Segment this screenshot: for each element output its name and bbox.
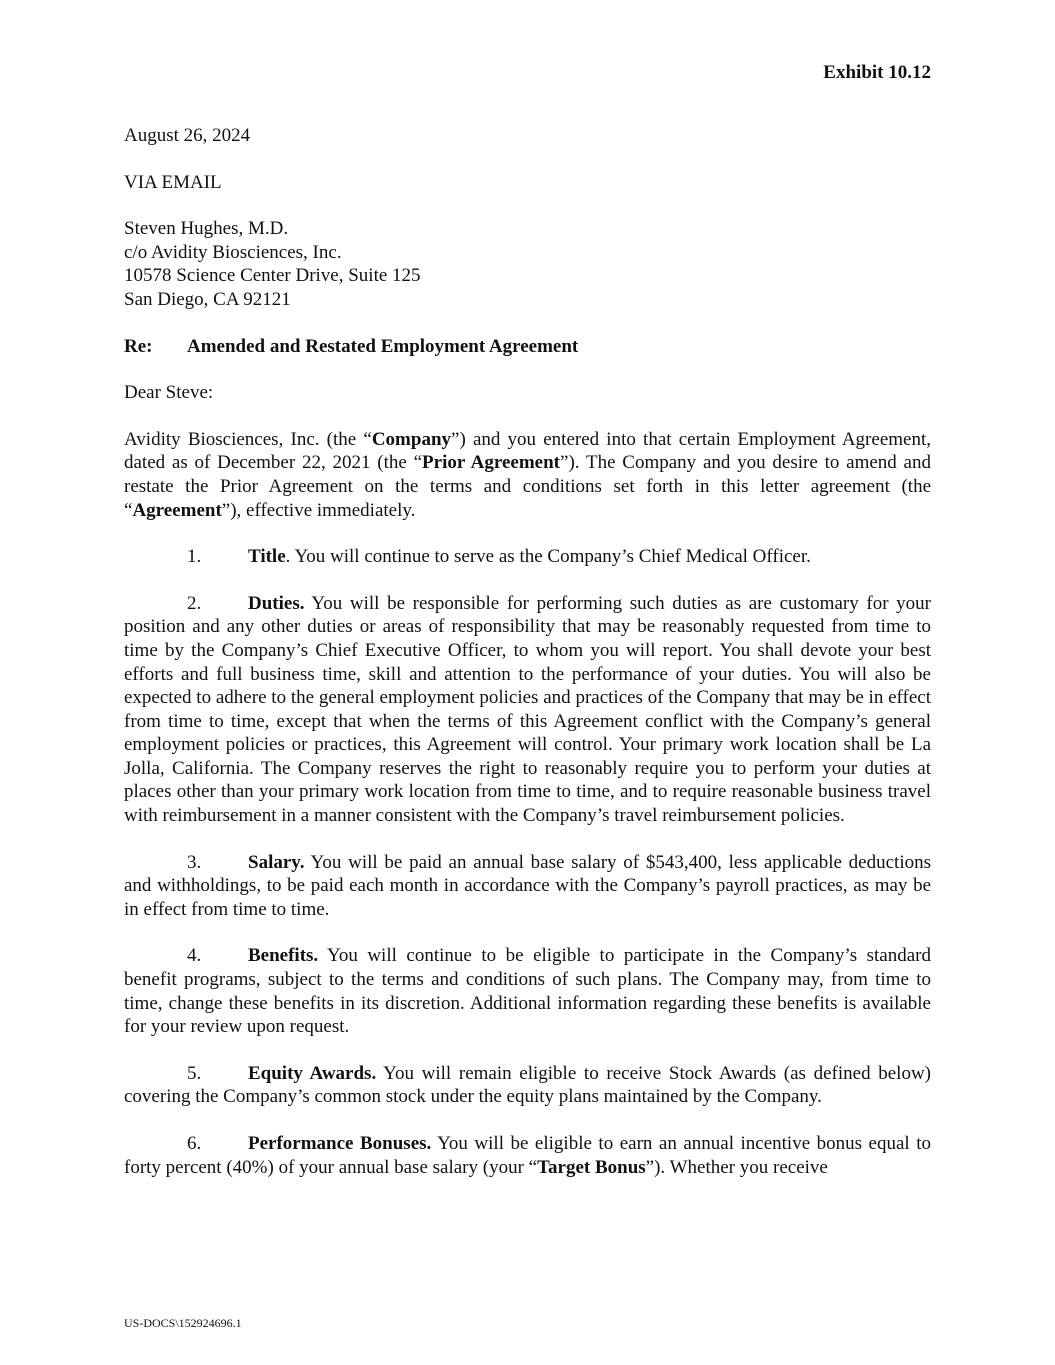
document-id-footer: US-DOCS\152924696.1 <box>124 1316 242 1330</box>
address-line: San Diego, CA 92121 <box>124 288 291 310</box>
intro-paragraph <box>124 428 931 522</box>
section-performance-bonuses <box>124 1132 931 1179</box>
section-text: . You will continue to serve as the Company’s Chief Medical Officer. <box>285 546 811 568</box>
letter-date: August 26, 2024 <box>124 125 251 146</box>
address-line: c/o Avidity Biosciences, Inc. <box>124 241 342 263</box>
salutation: Dear Steve: <box>124 382 214 404</box>
section-heading: Duties. <box>248 592 305 614</box>
intro-text: ”), effective immediately. <box>221 499 416 521</box>
intro-text: Avidity Biosciences, Inc. (the “ <box>124 428 372 450</box>
subject-text: Amended and Restated Employment Agreement <box>187 335 579 357</box>
exhibit-label: Exhibit 10.12 <box>823 62 931 83</box>
section-heading: Benefits. <box>248 945 319 967</box>
section-number: 3. <box>187 851 202 873</box>
intro-text: ”). The Company and you desire to amend and restate the Prior Agreement on the terms and conditions set forth in this letter agreement (the “ <box>124 452 931 521</box>
defined-term-target-bonus: Target Bonus <box>537 1156 646 1178</box>
section-heading: Performance Bonuses. <box>248 1133 432 1154</box>
section-heading: Equity Awards. <box>248 1062 377 1084</box>
section-number: 1. <box>187 546 202 568</box>
subject-line <box>124 335 931 359</box>
delivery-method: VIA EMAIL <box>124 171 222 193</box>
defined-term-prior-agreement: Prior Agreement <box>422 452 561 474</box>
section-text: You will be paid an annual base salary of $543,400, less applicable deductions and withholdings, to be paid each month in accordance with the Company’s payroll practices, as may be in effect from time to time. <box>124 851 931 920</box>
section-duties <box>124 592 931 828</box>
section-text: You will remain eligible to receive Stock Awards (as defined below) covering the Company’s common stock under the equity plans maintained by the Company. <box>124 1062 932 1108</box>
section-text: You will be responsible for performing such duties as are customary for your position and any other duties or areas of responsibility that may be reasonably requested from time to time by the Company’s Chief Executive Officer, to whom you will report. You shall devote your best efforts and full business time, skill and attention to the performance of your duties. You will also be expected to adhere to the general employment policies and practices of the Company that may be in effect from time to time, except that when the terms of this Agreement conflict with the Company’s general employment policies or practices, this Agreement will control. Your primary work location shall be La Jolla, California. The Company reserves the right to reasonably require you to perform your duties at places other than your primary work location from time to time, and to require reasonable business travel with reimbursement in a manner consistent with the Company’s travel reimbursement policies. <box>124 592 931 827</box>
defined-term-agreement: Agreement <box>132 499 222 521</box>
section-text: You will be eligible to earn an annual incentive bonus equal to forty percent (40%) of your annual base salary (your “ <box>124 1133 931 1178</box>
address-line: 10578 Science Center Drive, Suite 125 <box>124 265 421 287</box>
recipient-address <box>124 217 931 311</box>
section-heading: Title <box>248 546 286 568</box>
section-equity-awards <box>124 1062 931 1109</box>
section-number: 4. <box>187 945 202 967</box>
subject-label: Re: <box>124 335 153 357</box>
section-number: 2. <box>187 592 202 614</box>
letter-body <box>124 124 931 1202</box>
address-line: Steven Hughes, M.D. <box>124 218 289 240</box>
section-heading: Salary. <box>248 851 305 873</box>
section-text: ”). Whether you receive <box>645 1156 828 1178</box>
defined-term-company: Company <box>371 428 452 450</box>
section-number: 5. <box>187 1062 202 1084</box>
intro-text: ”) and you entered into that certain Employment Agreement, dated as of December 22, 2021 (the “ <box>124 428 931 474</box>
section-benefits <box>124 944 931 1038</box>
section-title <box>124 545 931 569</box>
section-number: 6. <box>187 1133 202 1154</box>
section-text: You will continue to be eligible to participate in the Company’s standard benefit programs, subject to the terms and conditions of such plans. The Company may, from time to time, change these benefits in its discretion. Additional information regarding these benefits is available for your review upon request. <box>124 945 931 1038</box>
section-salary <box>124 851 931 922</box>
